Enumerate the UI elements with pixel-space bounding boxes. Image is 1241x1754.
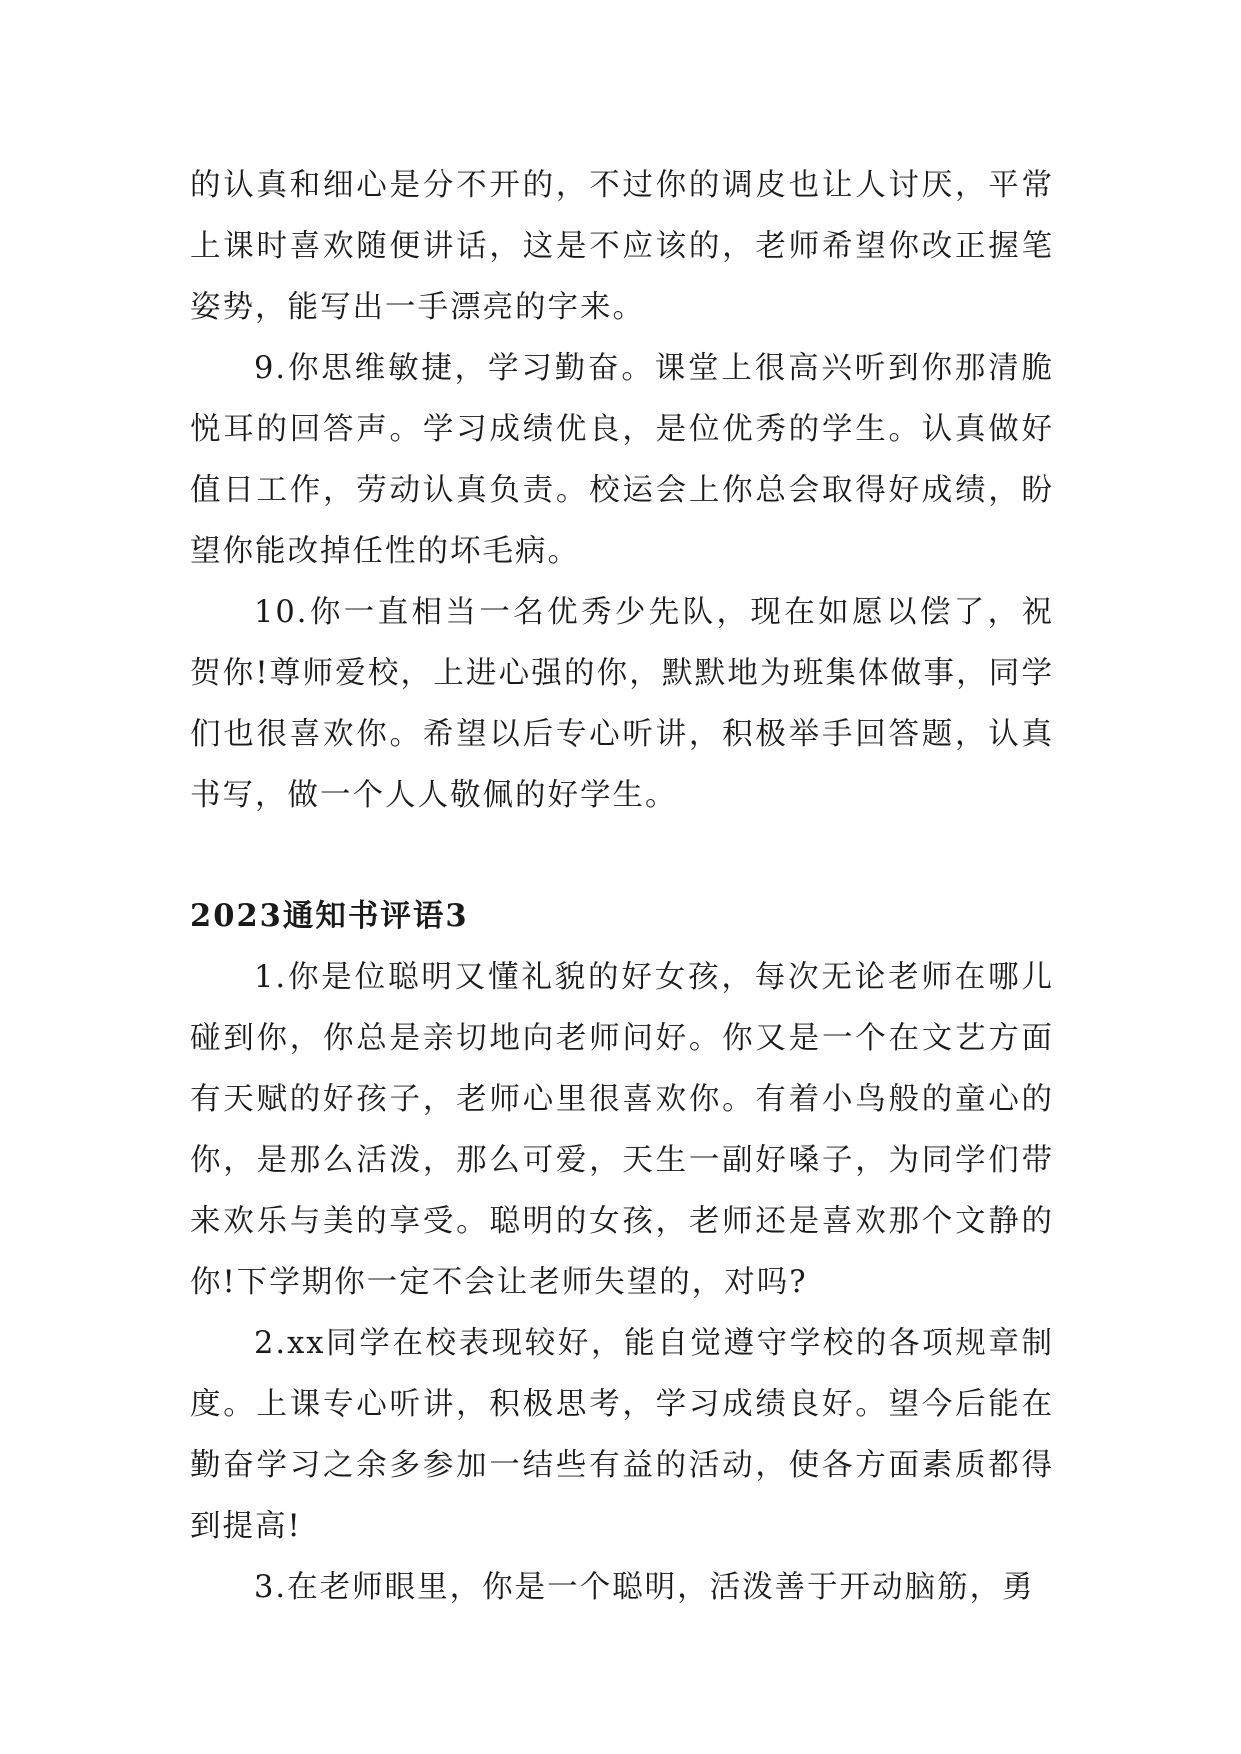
paragraph-continuation: 的认真和细心是分不开的，不过你的调皮也让人讨厌，平常上课时喜欢随便讲话，这是不应该的，老师希望你改正握笔姿势，能写出一手漂亮的字来。 xyxy=(190,168,1054,325)
paragraph-comment-3: 3.在老师眼里，你是一个聪明，活泼善于开动脑筋，勇 xyxy=(254,1570,1035,1605)
section-heading: 2023通知书评语3 xyxy=(190,898,469,934)
document-body xyxy=(190,155,1054,1618)
paragraph-comment-2: 2.xx同学在校表现较好，能自觉遵守学校的各项规章制度。上课专心听讲，积极思考，学习成绩良好。望今后能在勤奋学习之余多参加一结些有益的活动，使各方面素质都得到提高! xyxy=(190,1326,1054,1544)
paragraph-comment-1: 1.你是位聪明又懂礼貌的好女孩，每次无论老师在哪儿碰到你，你总是亲切地向老师问好。你又是一个在文艺方面有天赋的好孩子，老师心里很喜欢你。有着小鸟般的童心的你，是那么活泼，那么可爱，天生一副好嗓子，为同学们带来欢乐与美的享受。聪明的女孩，老师还是喜欢那个文静的你!下学期你一定不会让老师失望的，对吗? xyxy=(190,960,1054,1300)
paragraph-comment-10: 10.你一直相当一名优秀少先队，现在如愿以偿了，祝贺你!尊师爱校，上进心强的你，默默地为班集体做事，同学们也很喜欢你。希望以后专心听讲，积极举手回答题，认真书写，做一个人人敬佩的好学生。 xyxy=(190,595,1054,813)
paragraph-comment-9: 9.你思维敏捷，学习勤奋。课堂上很高兴听到你那清脆悦耳的回答声。学习成绩优良，是位优秀的学生。认真做好值日工作，劳动认真负责。校运会上你总会取得好成绩，盼望你能改掉任性的坏毛病。 xyxy=(190,351,1054,569)
